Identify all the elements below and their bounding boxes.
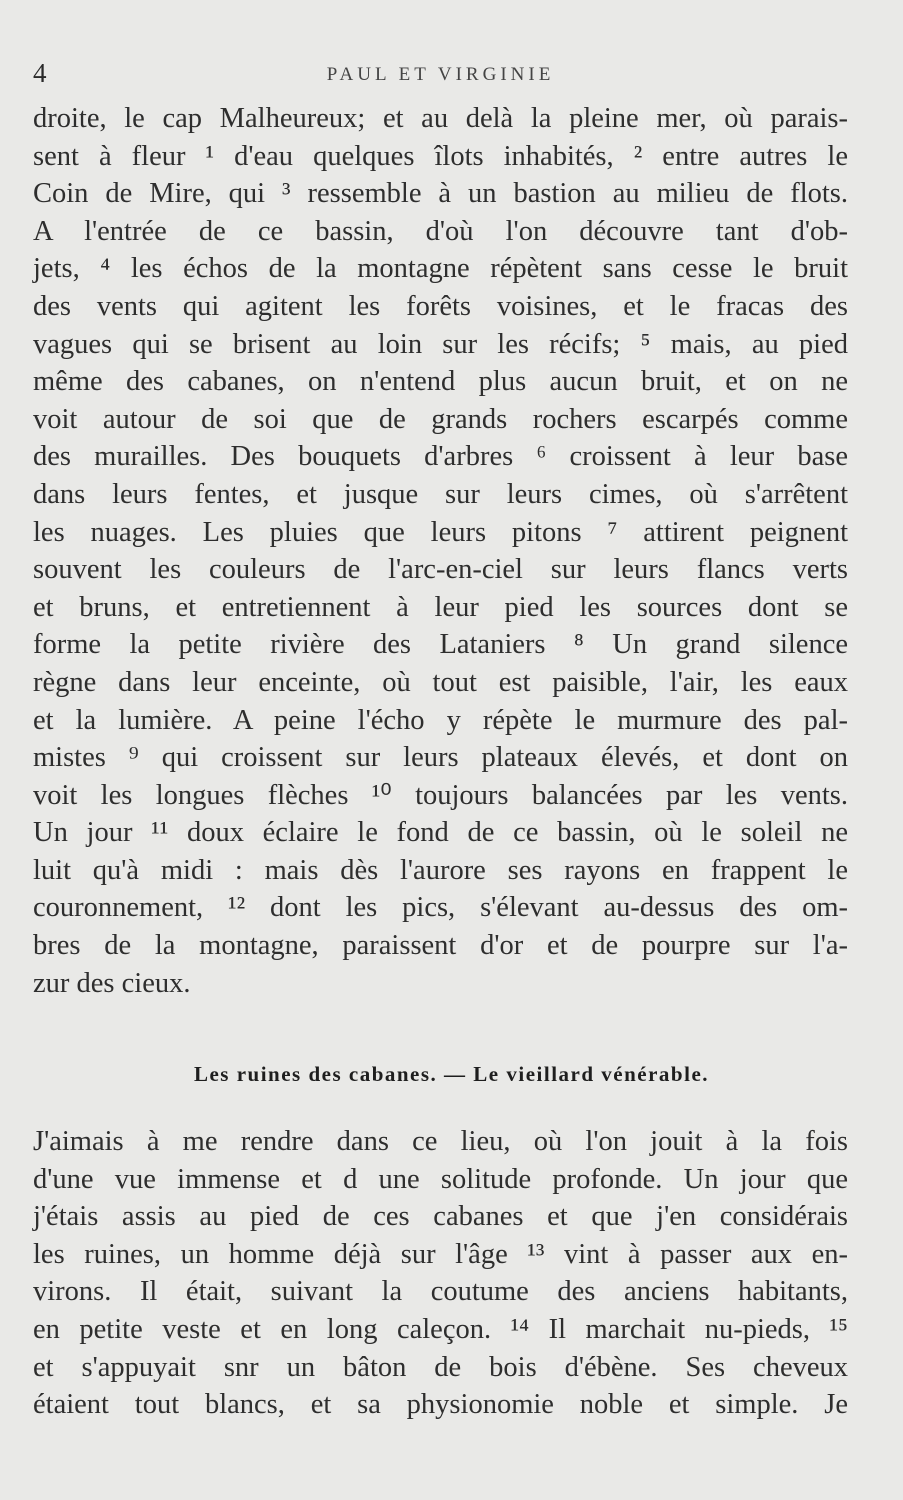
text-line: j'étais assis au pied de ces cabanes et que j'en considérais	[33, 1201, 848, 1233]
text-line: voit les longues flèches ¹⁰ toujours balancées par les vents.	[33, 779, 848, 811]
text-line: les ruines, un homme déjà sur l'âge ¹³ vint à passer aux en-	[33, 1238, 848, 1270]
text-line: jets, ⁴ les échos de la montagne répètent sans cesse le bruit	[33, 253, 848, 285]
text-line: A l'entrée de ce bassin, d'où l'on découvre tant d'ob-	[33, 215, 848, 247]
text-line: luit qu'à midi : mais dès l'aurore ses rayons en frappent le	[33, 854, 848, 886]
text-line: et la lumière. A peine l'écho y répète le murmure des pal-	[33, 704, 848, 736]
text-line: voit autour de soi que de grands rochers escarpés comme	[33, 403, 848, 435]
text-line: d'une vue immense et d une solitude profonde. Un jour que	[33, 1163, 848, 1195]
text-line: couronnement, ¹² dont les pics, s'élevant au-dessus des om-	[33, 892, 848, 924]
running-head	[33, 58, 848, 88]
book-title: PAUL ET VIRGINIE	[326, 64, 555, 85]
text-line: sent à fleur ¹ d'eau quelques îlots inhabités, ² entre autres le	[33, 140, 848, 172]
text-line: et s'appuyait snr un bâton de bois d'ébène. Ses cheveux	[33, 1351, 848, 1383]
text-line: virons. Il était, suivant la coutume des anciens habitants,	[33, 1276, 848, 1308]
text-line: même des cabanes, on n'entend plus aucun bruit, et on ne	[33, 366, 848, 398]
text-line: des murailles. Des bouquets d'arbres ⁶ croissent à leur base	[33, 441, 848, 473]
text-line: Un jour ¹¹ doux éclaire le fond de ce bassin, où le soleil ne	[33, 817, 848, 849]
paragraph-1	[33, 100, 848, 1002]
text-line: étaient tout blancs, et sa physionomie noble et simple. Je	[33, 1389, 848, 1421]
text-line: zur des cieux.	[33, 967, 191, 999]
text-line: règne dans leur enceinte, où tout est paisible, l'air, les eaux	[33, 666, 848, 698]
text-line: droite, le cap Malheureux; et au delà la pleine mer, où parais-	[33, 103, 848, 134]
text-line: des vents qui agitent les forêts voisines, et le fracas des	[33, 290, 848, 322]
text-line: les nuages. Les pluies que leurs pitons ⁷ attirent peignent	[33, 516, 848, 548]
text-line: J'aimais à me rendre dans ce lieu, où l'on jouit à la fois	[33, 1126, 848, 1157]
section-heading: Les ruines des cabanes. — Le vieillard vénérable.	[193, 1062, 710, 1086]
text-line: Coin de Mire, qui ³ ressemble à un bastion au milieu de flots.	[33, 178, 848, 210]
text-line: dans leurs fentes, et jusque sur leurs cimes, où s'arrêtent	[33, 478, 848, 510]
paragraph-2	[33, 1123, 848, 1424]
page-number: 4	[33, 58, 47, 88]
text-line: vagues qui se brisent au loin sur les récifs; ⁵ mais, au pied	[33, 328, 848, 360]
text-line: souvent les couleurs de l'arc-en-ciel sur leurs flancs verts	[33, 554, 848, 586]
text-line: et bruns, et entretiennent à leur pied les sources dont se	[33, 591, 848, 623]
text-line: mistes ⁹ qui croissent sur leurs plateaux élevés, et dont on	[33, 742, 848, 774]
text-line: en petite veste et en long caleçon. ¹⁴ Il marchait nu-pieds, ¹⁵	[33, 1313, 848, 1345]
text-line: forme la petite rivière des Lataniers ⁸ Un grand silence	[33, 629, 848, 661]
text-line: bres de la montagne, paraissent d'or et de pourpre sur l'a-	[33, 930, 848, 962]
